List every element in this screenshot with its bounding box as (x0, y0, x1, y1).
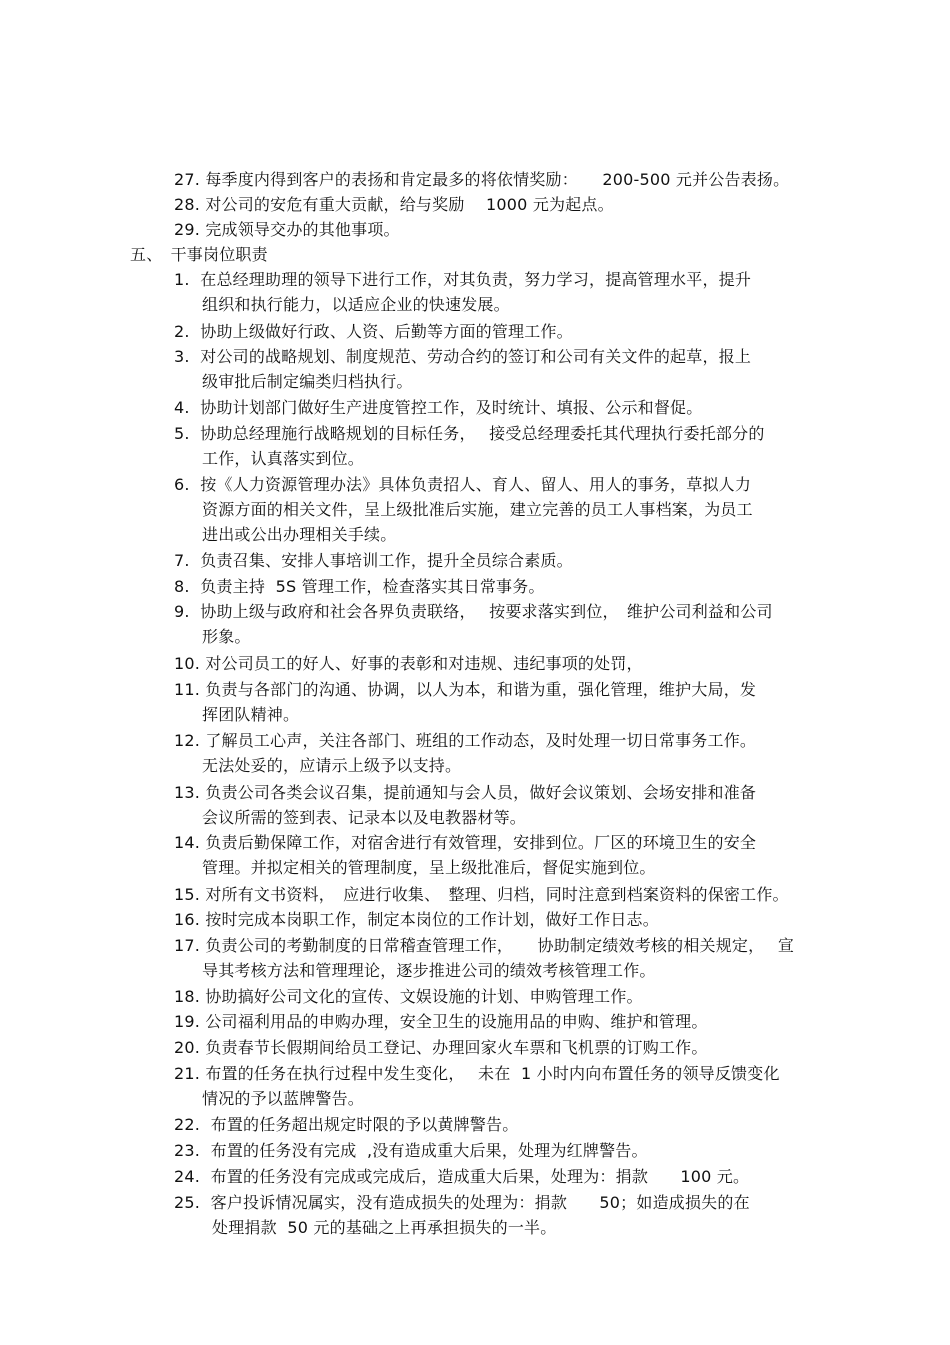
list-item-16: 16. 按时完成本岗职工作，制定本岗位的工作计划，做好工作日志。 (174, 910, 659, 929)
list-item-12: 12. 了解员工心声，关注各部门、班组的工作动态，及时处理一切日常事务工作。 (174, 731, 757, 750)
list-item-6-cont-2: 进出或公出办理相关手续。 (202, 525, 397, 544)
list-item-22: 22. 布置的任务超出规定时限的予以黄牌警告。 (174, 1115, 519, 1134)
list-item-4: 4. 协助计划部门做好生产进度管控工作，及时统计、填报、公示和督促。 (174, 398, 703, 417)
list-item-3: 3. 对公司的战略规划、制度规范、劳动合约的签订和公司有关文件的起草，报上 (174, 347, 752, 366)
list-item-7: 7. 负责召集、安排人事培训工作，提升全员综合素质。 (174, 551, 573, 570)
list-item-29: 29. 完成领导交办的其他事项。 (174, 220, 400, 239)
list-item-14: 14. 负责后勤保障工作，对宿舍进行有效管理，安排到位。厂区的环境卫生的安全 (174, 833, 757, 852)
list-item-23: 23. 布置的任务没有完成 ,没有造成重大后果，处理为红牌警告。 (174, 1141, 648, 1160)
list-item-8: 8. 负责主持 5S 管理工作，检查落实其日常事务。 (174, 577, 545, 596)
list-item-24: 24. 布置的任务没有完成或完成后，造成重大后果，处理为：捐款 100 元。 (174, 1167, 750, 1186)
list-item-2: 2. 协助上级做好行政、人资、后勤等方面的管理工作。 (174, 322, 573, 341)
list-item-11: 11. 负责与各部门的沟通、协调，以人为本，和谐为重，强化管理，维护大局，发 (174, 680, 757, 699)
list-item-9-cont: 形象。 (202, 627, 251, 646)
list-item-25-cont: 处理捐款 50 元的基础之上再承担损失的一半。 (212, 1218, 557, 1237)
list-item-5: 5. 协助总经理施行战略规划的目标任务， 接受总经理委托其代理执行委托部分的 (174, 424, 765, 443)
list-item-6: 6. 按《人力资源管理办法》具体负责招人、育人、留人、用人的事务，草拟人力 (174, 475, 752, 494)
section-heading: 五、 干事岗位职责 (130, 245, 268, 264)
list-item-12-cont: 无法处妥的，应请示上级予以支持。 (202, 756, 462, 775)
list-item-10: 10. 对公司员工的好人、好事的表彰和对违规、违纪事项的处罚， (174, 654, 643, 673)
list-item-13: 13. 负责公司各类会议召集，提前通知与会人员，做好会议策划、会场安排和准备 (174, 783, 757, 802)
list-item-18: 18. 协助搞好公司文化的宣传、文娱设施的计划、申购管理工作。 (174, 987, 643, 1006)
list-item-6-cont-1: 资源方面的相关文件，呈上级批准后实施，建立完善的员工人事档案，为员工 (202, 500, 753, 519)
list-item-11-cont: 挥团队精神。 (202, 705, 300, 724)
list-item-1: 1. 在总经理助理的领导下进行工作，对其负责，努力学习，提高管理水平，提升 (174, 270, 752, 289)
list-item-14-cont: 管理。并拟定相关的管理制度，呈上级批准后，督促实施到位。 (202, 858, 656, 877)
list-item-20: 20. 负责春节长假期间给员工登记、办理回家火车票和飞机票的订购工作。 (174, 1038, 708, 1057)
list-item-5-cont: 工作，认真落实到位。 (202, 449, 365, 468)
list-item-3-cont: 级审批后制定编类归档执行。 (202, 372, 413, 391)
list-item-21-cont: 情况的予以蓝牌警告。 (202, 1089, 365, 1108)
list-item-15: 15. 对所有文书资料， 应进行收集、 整理、归档，同时注意到档案资料的保密工作。 (174, 885, 789, 904)
list-item-17: 17. 负责公司的考勤制度的日常稽查管理工作， 协助制定绩效考核的相关规定， 宣 (174, 936, 795, 955)
list-item-25: 25. 客户投诉情况属实，没有造成损失的处理为：捐款 50；如造成损失的在 (174, 1193, 750, 1212)
list-item-19: 19. 公司福利用品的申购办理，安全卫生的设施用品的申购、维护和管理。 (174, 1012, 708, 1031)
list-item-27: 27. 每季度内得到客户的表扬和肯定最多的将依情奖励： 200-500 元并公告表扬。 (174, 170, 790, 189)
list-item-13-cont: 会议所需的签到表、记录本以及电教器材等。 (202, 808, 527, 827)
list-item-1-cont: 组织和执行能力，以适应企业的快速发展。 (202, 295, 510, 314)
list-item-9: 9. 协助上级与政府和社会各界负责联络， 按要求落实到位， 维护公司利益和公司 (174, 602, 773, 621)
list-item-21: 21. 布置的任务在执行过程中发生变化， 未在 1 小时内向布置任务的领导反馈变化 (174, 1064, 780, 1083)
list-item-28: 28. 对公司的安危有重大贡献，给与奖励 1000 元为起点。 (174, 195, 614, 214)
list-item-17-cont: 导其考核方法和管理理论，逐步推进公司的绩效考核管理工作。 (202, 961, 656, 980)
